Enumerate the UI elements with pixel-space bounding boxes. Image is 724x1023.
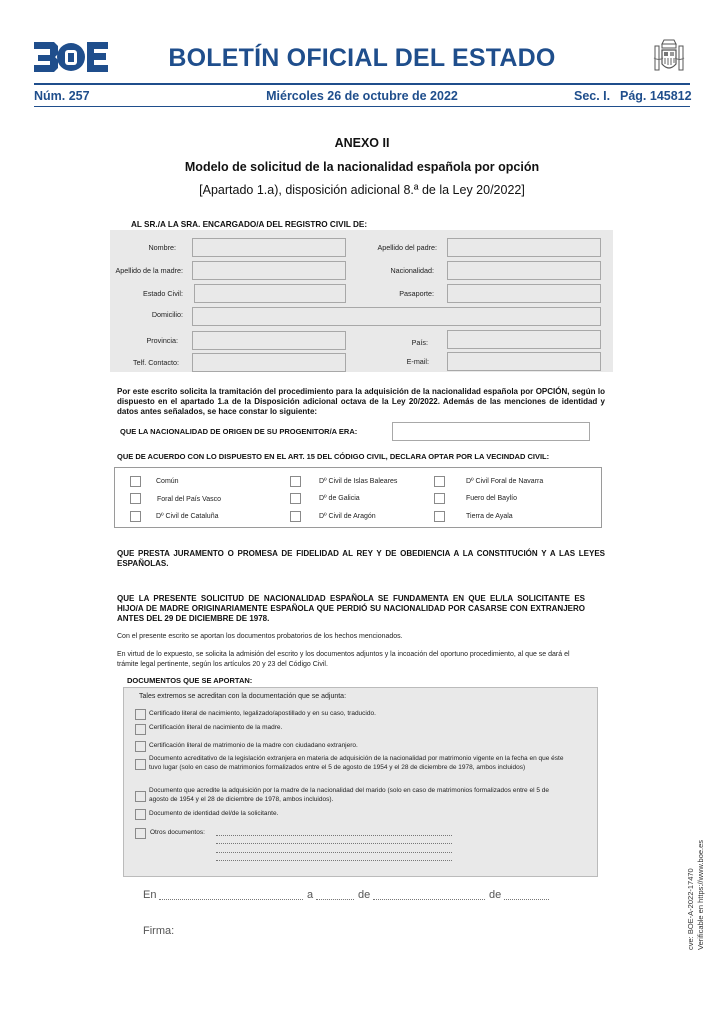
option-label: Común xyxy=(156,478,179,485)
label-pais: País: xyxy=(411,338,428,347)
form-title: Modelo de solicitud de la nacionalidad española por opción xyxy=(184,160,540,174)
checkbox-doc-mother-birth[interactable] xyxy=(135,724,146,735)
label-email: E-mail: xyxy=(406,357,429,366)
checkbox-baleares[interactable] xyxy=(290,476,301,487)
boe-logo-icon xyxy=(34,42,108,72)
pasaporte-field[interactable] xyxy=(447,284,601,303)
section-label: Sec. I. xyxy=(574,89,611,103)
checkbox-doc-identity[interactable] xyxy=(135,809,146,820)
year-input[interactable] xyxy=(504,899,549,900)
documents-panel xyxy=(123,687,598,877)
label-telefono: Telf. Contacto: xyxy=(133,358,179,367)
option-label: Foral del País Vasco xyxy=(157,496,222,503)
basis-paragraph: QUE LA PRESENTE SOLICITUD DE NACIONALIDAD ESPAÑOLA SE FUNDAMENTA EN QUE EL/LA SOLICITANTE ES HIJO/A DE MADRE ORIGINARIAMENTE ESPAÑOLA QUE PERDIÓ SU NACIONALIDAD POR CASARSE CON EXTRANJERO ANTES DEL 29 DE DICIEMBRE DE 1978. xyxy=(117,594,585,623)
annex-title: ANEXO II xyxy=(334,136,390,150)
vecindad-heading: QUE DE ACUERDO CON LO DISPUESTO EN EL ART. 15 DEL CÓDIGO CIVIL, DECLARA OPTAR POR LA VECINDAD CIVIL: xyxy=(117,452,550,461)
pais-field[interactable] xyxy=(447,330,601,349)
option-label: Fuero del Baylío xyxy=(466,495,517,502)
publication-title: BOLETÍN OFICIAL DEL ESTADO xyxy=(168,44,556,72)
document-item: Certificación literal de matrimonio de la madre con ciudadano extranjero. xyxy=(149,742,358,749)
place-label: En xyxy=(143,889,157,901)
page-number: Pág. 145812 xyxy=(620,89,692,103)
nombre-field[interactable] xyxy=(192,238,346,257)
document-item: Certificación literal de nacimiento de la madre. xyxy=(149,724,283,731)
coat-of-arms-icon xyxy=(652,38,686,78)
documents-heading: DOCUMENTOS QUE SE APORTAN: xyxy=(127,676,253,685)
intro-paragraph: Por este escrito solicita la tramitación del procedimiento para la adquisición de la nacionalidad española por OPCIÓN, según lo dispuesto en el apartado 1.a de la Disposición adicional octava de la Ley 20/2022. Además de las menciones de identidad y datos antes señalados, se hace constar lo siguiente: xyxy=(117,387,605,416)
month-label: de xyxy=(358,889,371,901)
legal-reference: [Apartado 1.a), disposición adicional 8.ª de la Ley 20/2022] xyxy=(199,183,525,197)
label-apellido-padre: Apellido del padre: xyxy=(377,243,437,252)
day-label: a xyxy=(307,889,314,901)
header-rule xyxy=(34,83,690,85)
checkbox-comun[interactable] xyxy=(130,476,141,487)
option-label: Dº Civil de Cataluña xyxy=(156,513,219,520)
checkbox-navarra[interactable] xyxy=(434,476,445,487)
other-documents-line[interactable] xyxy=(216,852,452,853)
request-paragraph: En virtud de lo expuesto, se solicita la admisión del escrito y los documentos adjuntos y la incoación del oportuno procedimiento, al que se dará el trámite legal pertinente, según los artículos 20 y 23 del Código Civil. xyxy=(117,651,570,668)
other-documents-line[interactable] xyxy=(216,835,452,836)
email-field[interactable] xyxy=(447,352,601,371)
boe-logo xyxy=(34,42,108,72)
documents-intro: Tales extremos se acreditan con la documentación que se adjunta: xyxy=(139,693,347,700)
checkbox-doc-husband-nationality[interactable] xyxy=(135,791,146,802)
label-apellido-madre: Apellido de la madre: xyxy=(115,266,183,275)
checkbox-doc-marriage[interactable] xyxy=(135,741,146,752)
checkbox-pais-vasco[interactable] xyxy=(130,493,141,504)
issue-number: Núm. 257 xyxy=(34,89,90,103)
verification-url[interactable]: Verificable en https://www.boe.es xyxy=(696,839,705,950)
option-label: Dº de Galicia xyxy=(319,495,360,502)
issue-date: Miércoles 26 de octubre de 2022 xyxy=(266,89,458,103)
label-nombre: Nombre: xyxy=(148,243,176,252)
checkbox-baylio[interactable] xyxy=(434,493,445,504)
checkbox-galicia[interactable] xyxy=(290,493,301,504)
document-item: Documento que acredite la adquisición por la madre de la nacionalidad del marido (solo en caso de matrimonios formalizados entre el 5 de agosto de 1954 y el 28 de diciembre de 1978, ambos incluidos). xyxy=(149,787,549,803)
apellido-padre-field[interactable] xyxy=(447,238,601,257)
documents-provided-text: Con el presente escrito se aportan los documentos probatorios de los hechos mencionados. xyxy=(117,633,403,640)
cve-code: cve: BOE-A-2022-17470 xyxy=(686,868,695,950)
label-estado-civil: Estado Civil: xyxy=(143,289,183,298)
progenitor-label: QUE LA NACIONALIDAD DE ORIGEN DE SU PROGENITOR/A ERA: xyxy=(120,427,358,436)
label-domicilio: Domicilio: xyxy=(151,310,183,319)
checkbox-doc-foreign-law[interactable] xyxy=(135,759,146,770)
progenitor-nationality-input[interactable] xyxy=(392,422,590,441)
checkbox-doc-other[interactable] xyxy=(135,828,146,839)
personal-data-panel xyxy=(110,230,613,372)
apellido-madre-field[interactable] xyxy=(192,261,346,280)
day-input[interactable] xyxy=(316,899,354,900)
label-provincia: Provincia: xyxy=(146,336,178,345)
document-item: Documento acreditativo de la legislación extranjera en materia de adquisición de la nacionalidad por matrimonio vigente en la fecha en que éste tuvo lugar (solo en caso de matrimonios formalizados entre el 5 de agosto de 1954 y el 28 de diciembre de 1978, ambos incluidos) xyxy=(149,755,564,771)
option-label: Dº Civil de Aragón xyxy=(319,513,376,520)
estado-civil-field[interactable] xyxy=(194,284,346,303)
verification-note xyxy=(672,820,712,960)
telefono-field[interactable] xyxy=(192,353,346,372)
month-input[interactable] xyxy=(373,899,485,900)
vecindad-options-panel xyxy=(114,467,602,528)
other-documents-line[interactable] xyxy=(216,860,452,861)
label-nacionalidad: Nacionalidad: xyxy=(390,266,434,275)
option-label: Tierra de Ayala xyxy=(466,513,513,520)
year-label: de xyxy=(489,889,502,901)
checkbox-ayala[interactable] xyxy=(434,511,445,522)
place-input[interactable] xyxy=(159,899,303,900)
option-label: Dº Civil Foral de Navarra xyxy=(466,478,544,485)
option-label: Dº Civil de Islas Baleares xyxy=(319,478,398,485)
document-item: Documento de identidad del/de la solicitante. xyxy=(149,810,279,817)
provincia-field[interactable] xyxy=(192,331,346,350)
subheader-rule xyxy=(34,106,690,107)
checkbox-doc-birth-cert[interactable] xyxy=(135,709,146,720)
checkbox-aragon[interactable] xyxy=(290,511,301,522)
document-item: Certificado literal de nacimiento, legalizado/apostillado y en su caso, traducido. xyxy=(149,710,376,717)
oath-paragraph: QUE PRESTA JURAMENTO O PROMESA DE FIDELIDAD AL REY Y DE OBEDIENCIA A LA CONSTITUCIÓN Y A LAS LEYES ESPAÑOLAS. xyxy=(117,549,605,568)
domicilio-field[interactable] xyxy=(192,307,601,326)
other-documents-label: Otros documentos: xyxy=(150,829,205,836)
signature-label: Firma: xyxy=(143,925,175,937)
other-documents-line[interactable] xyxy=(216,843,452,844)
label-pasaporte: Pasaporte: xyxy=(399,289,434,298)
nacionalidad-field[interactable] xyxy=(447,261,601,280)
registry-heading: AL SR./A LA SRA. ENCARGADO/A DEL REGISTRO CIVIL DE: xyxy=(131,220,368,229)
checkbox-cataluna[interactable] xyxy=(130,511,141,522)
